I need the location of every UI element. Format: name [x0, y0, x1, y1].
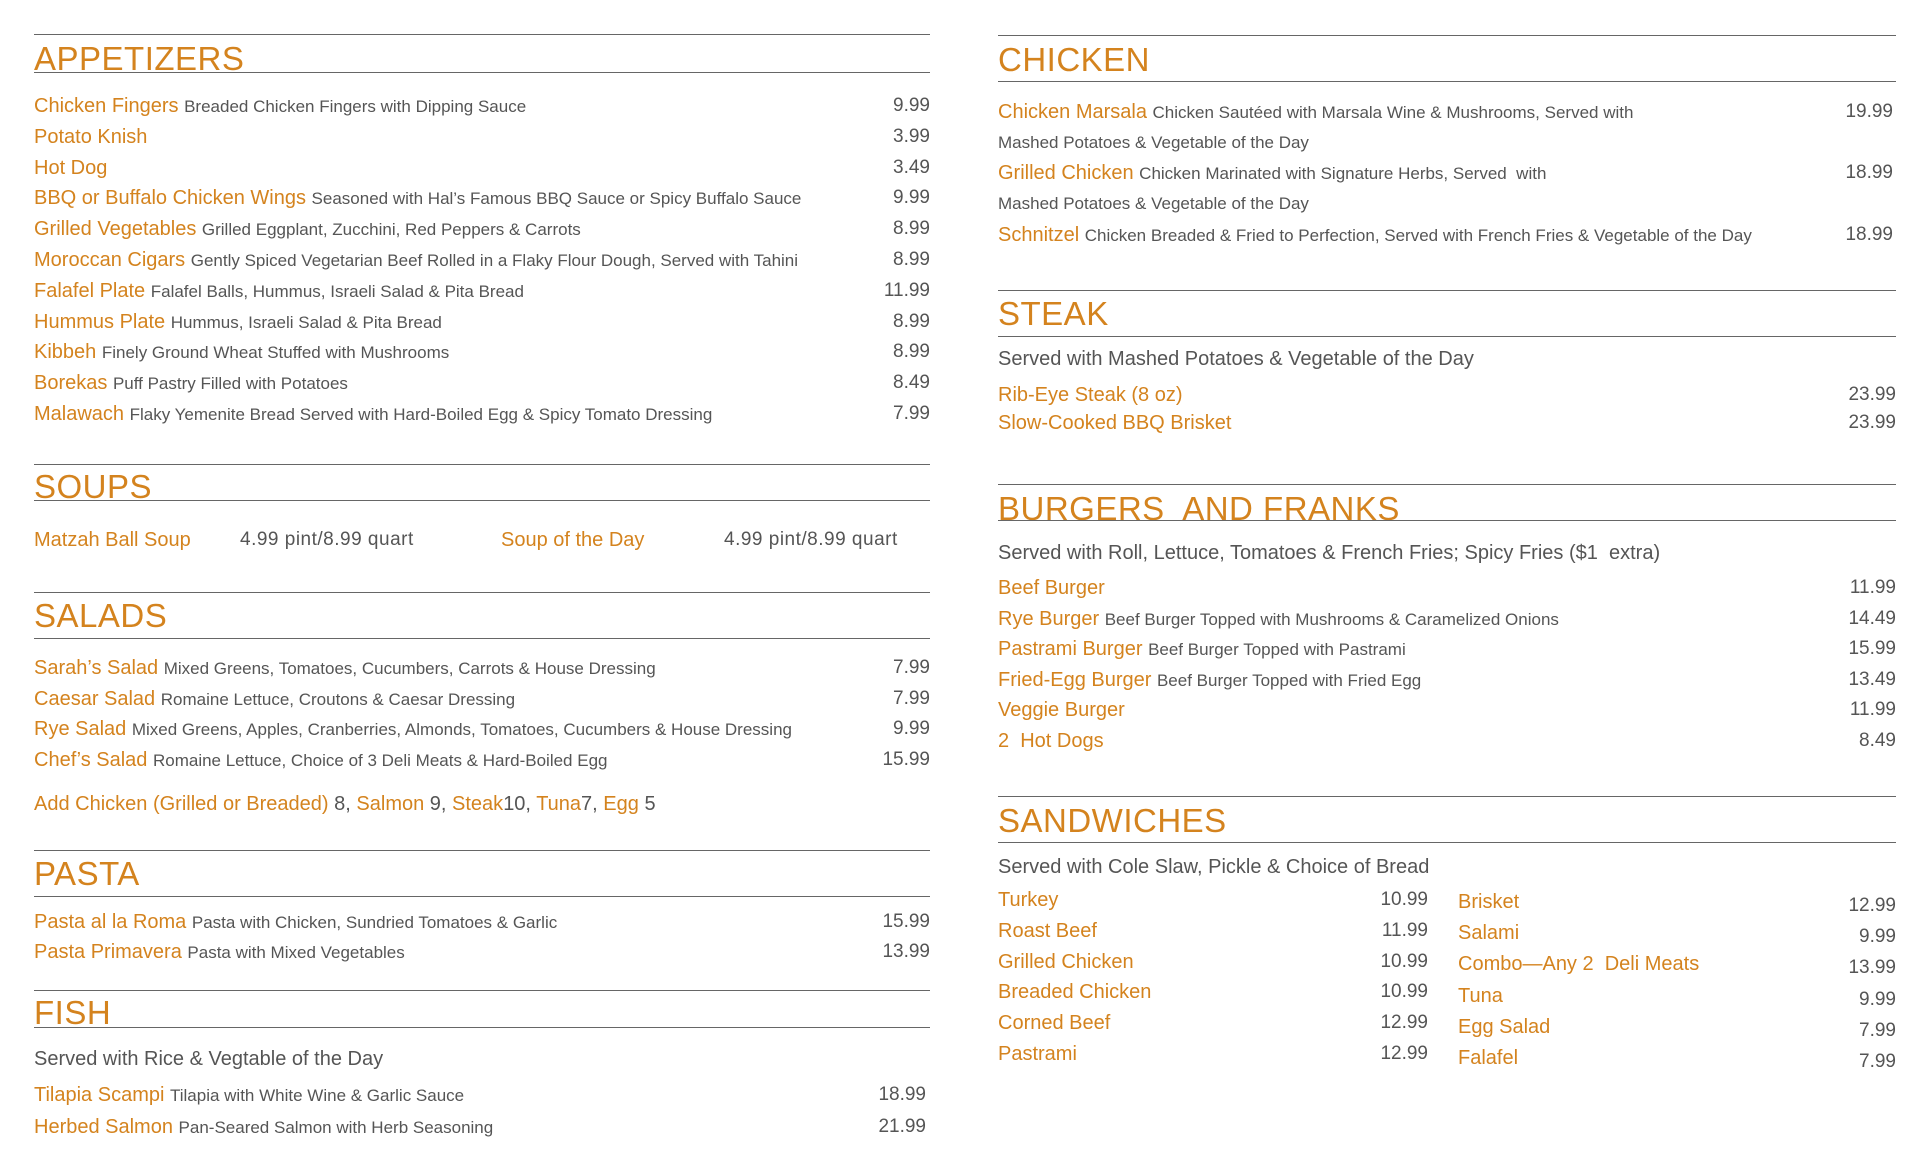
menu-item-price: 23.99 — [1848, 412, 1896, 433]
menu-item-description: Beef Burger Topped with Mushrooms & Caramelized Onions — [1104, 609, 1559, 629]
menu-item-description: Chicken Marinated with Signature Herbs, Served with — [1139, 164, 1547, 183]
menu-item-price: 9.99 — [893, 95, 930, 116]
menu-item-price: 11.99 — [1849, 699, 1896, 720]
menu-item-price: 13.99 — [1848, 957, 1896, 979]
menu-item-name: Roast Beef — [998, 919, 1097, 942]
menu-item-name: Tuna — [1458, 984, 1503, 1007]
menu-item-name: Kibbeh — [34, 341, 97, 364]
salad-addons — [34, 792, 930, 816]
menu-item-name: Hot Dog — [34, 156, 108, 179]
menu-item — [998, 607, 1896, 632]
menu-item-name: Borekas — [34, 372, 108, 395]
menu-item-price: 8.49 — [893, 372, 930, 394]
menu-item — [1458, 984, 1896, 1008]
menu-item-price: 12.99 — [1848, 895, 1896, 916]
addon-price: 10, — [503, 793, 531, 815]
menu-item-price: 18.99 — [878, 1084, 926, 1105]
menu-item-description: Mixed Greens, Tomatoes, Cucumbers, Carrots & House Dressing — [163, 659, 656, 678]
menu-item-price: 7.99 — [893, 403, 930, 424]
menu-item-price: 13.99 — [882, 941, 930, 962]
menu-item-description: Mixed Greens, Apples, Cranberries, Almonds, Tomatoes, Cucumbers & House Dressing — [131, 720, 792, 739]
addon-name: Tuna — [536, 793, 582, 815]
menu-item-price: 9.99 — [893, 187, 930, 209]
menu-item-price: 8.99 — [893, 249, 930, 270]
menu-item — [998, 919, 1428, 943]
menu-item-name: Chef’s Salad — [34, 748, 148, 771]
menu-item-description: Beef Burger Topped with Pastrami — [1148, 640, 1406, 659]
menu-item-price: 3.49 — [893, 156, 930, 178]
menu-item-name: Potato Knish — [34, 125, 148, 148]
menu-item — [34, 279, 930, 304]
menu-item-price: 18.99 — [1845, 224, 1893, 245]
addon-price: 5 — [644, 793, 656, 815]
menu-item-price: 15.99 — [882, 748, 930, 770]
menu-item — [998, 1042, 1428, 1066]
menu-item — [34, 717, 930, 742]
menu-item-price: 4.99 pint/8.99 quart — [724, 529, 898, 550]
menu-item-name: Sarah’s Salad — [34, 657, 159, 679]
menu-item-description-line2: Mashed Potatoes & Vegetable of the Day — [998, 133, 1309, 152]
menu-item — [998, 729, 1896, 754]
menu-item — [998, 97, 1896, 158]
menu-item — [1458, 921, 1896, 948]
menu-item-description: Beef Burger Topped with Fried Egg — [1156, 670, 1422, 690]
menu-item — [998, 158, 1896, 219]
menu-item-name: Rye Burger — [998, 607, 1100, 630]
menu-item-name: Grilled Chicken — [998, 950, 1134, 973]
addon-price: 8, — [334, 793, 351, 815]
menu-item-name: Beef Burger — [998, 577, 1105, 599]
menu-item-description: Tilapia with White Wine & Garlic Sauce — [169, 1086, 465, 1105]
menu-item-name: Caesar Salad — [34, 687, 156, 710]
menu-item-description: Hummus, Israeli Salad & Pita Bread — [170, 312, 442, 332]
menu-item-name: Grilled Vegetables — [34, 218, 197, 241]
menu-item-price: 13.49 — [1848, 668, 1896, 690]
menu-item-name: Matzah Ball Soup — [34, 529, 191, 551]
menu-item-price: 10.99 — [1380, 889, 1428, 910]
menu-item-price: 11.99 — [883, 279, 930, 301]
addon-price: 7, — [581, 793, 598, 815]
menu-item-price: 4.99 pint/8.99 quart — [240, 529, 414, 550]
fish-title: FISH — [34, 994, 112, 1031]
menu-item — [34, 1115, 930, 1140]
menu-item — [34, 371, 930, 396]
menu-item-price: 7.99 — [1859, 1019, 1896, 1041]
steak-note: Served with Mashed Potatoes & Vegetable of the Day — [998, 348, 1474, 370]
menu-item-price: 19.99 — [1845, 101, 1893, 122]
menu-item-description: Gently Spiced Vegetarian Beef Rolled in a Flaky Flour Dough, Served with Tahini — [190, 251, 799, 270]
menu-item-description: Romaine Lettuce, Croutons & Caesar Dressing — [160, 689, 516, 709]
menu-item-price: 10.99 — [1380, 981, 1428, 1003]
menu-item-description: Romaine Lettuce, Choice of 3 Deli Meats & Hard-Boiled Egg — [152, 750, 608, 770]
menu-item-description: Falafel Balls, Hummus, Israeli Salad & Pita Bread — [150, 281, 524, 301]
burgers-title: BURGERS AND FRANKS — [998, 490, 1400, 527]
menu-item-price: 7.99 — [1859, 1051, 1896, 1072]
menu-item — [34, 910, 930, 935]
menu-item-price: 21.99 — [878, 1116, 926, 1137]
menu-item — [998, 980, 1428, 1004]
menu-item — [34, 748, 930, 773]
menu-item — [998, 888, 1428, 912]
sandwiches-note: Served with Cole Slaw, Pickle & Choice of Bread — [998, 856, 1430, 878]
menu-item — [998, 220, 1896, 251]
menu-item-price: 8.49 — [1859, 729, 1896, 751]
addon-name: Salmon — [356, 793, 425, 815]
menu-item — [1458, 1046, 1896, 1070]
menu-item-price: 12.99 — [1380, 1012, 1428, 1034]
menu-item-description: Finely Ground Wheat Stuffed with Mushrooms — [101, 343, 450, 363]
menu-item-price: 12.99 — [1380, 1043, 1428, 1064]
menu-item-name: Pasta al la Roma — [34, 911, 187, 933]
menu-item-name: Pasta Primavera — [34, 941, 182, 963]
menu-item-price: 7.99 — [893, 657, 930, 678]
menu-item-price: 23.99 — [1848, 384, 1896, 405]
menu-item — [998, 950, 1428, 974]
menu-item-name: Combo—Any 2 Deli Meats — [1458, 953, 1700, 976]
menu-item-price: 15.99 — [1848, 638, 1896, 659]
menu-item — [998, 576, 1896, 601]
menu-item-text — [998, 158, 1798, 219]
menu-item-name: Pastrami — [998, 1043, 1077, 1065]
menu-item-price: 11.99 — [1381, 919, 1428, 941]
menu-item-description: Pan-Seared Salmon with Herb Seasoning — [178, 1118, 494, 1137]
menu-item-description: Pasta with Chicken, Sundried Tomatoes & Garlic — [191, 913, 558, 932]
menu-item-name: Tilapia Scampi — [34, 1084, 165, 1106]
menu-item — [34, 248, 930, 273]
menu-item-description-line2: Mashed Potatoes & Vegetable of the Day — [998, 194, 1309, 213]
menu-item — [34, 310, 930, 335]
menu-item-name: Grilled Chicken — [998, 162, 1134, 184]
menu-item-price: 9.99 — [1859, 988, 1896, 1010]
menu-item-description: Puff Pastry Filled with Potatoes — [112, 374, 348, 394]
menu-item — [1458, 1015, 1896, 1039]
menu-item-name: Breaded Chicken — [998, 981, 1152, 1004]
menu-item — [998, 698, 1896, 723]
menu-item — [998, 1011, 1428, 1035]
menu-item — [34, 940, 930, 965]
menu-item — [34, 94, 930, 119]
menu-item-description: Chicken Sautéed with Marsala Wine & Mushrooms, Served with — [1152, 103, 1634, 122]
steak-title: STEAK — [998, 295, 1109, 332]
addon-name: Steak — [452, 793, 504, 815]
fish-note: Served with Rice & Vegtable of the Day — [34, 1048, 384, 1070]
menu-item-name: Soup of the Day — [501, 529, 645, 551]
menu-item-name: 2 Hot Dogs — [998, 729, 1104, 752]
addon-price: 9, — [429, 793, 447, 815]
chicken-title: CHICKEN — [998, 41, 1151, 78]
menu-item-description: Pasta with Mixed Vegetables — [187, 943, 405, 962]
menu-item-price: 10.99 — [1380, 950, 1428, 972]
menu-item — [998, 411, 1896, 435]
menu-item-price: 9.99 — [1859, 926, 1896, 948]
menu-item-price: 11.99 — [1849, 577, 1896, 598]
menu-item-name: Falafel — [1458, 1047, 1519, 1069]
menu-item — [34, 656, 930, 681]
menu-item-price: 8.99 — [893, 341, 930, 363]
menu-item-price: 8.99 — [893, 310, 930, 332]
menu-item-price: 8.99 — [893, 218, 930, 240]
menu-item — [1458, 952, 1896, 979]
menu-item — [34, 1083, 930, 1108]
menu-item-price: 9.99 — [893, 718, 930, 739]
menu-item-name: Pastrami Burger — [998, 638, 1143, 660]
burgers-note: Served with Roll, Lettuce, Tomatoes & French Fries; Spicy Fries ($1 extra) — [998, 542, 1661, 564]
menu-item — [998, 383, 1896, 407]
menu-item-name: Rye Salad — [34, 718, 127, 740]
menu-item-name: Fried-Egg Burger — [998, 668, 1152, 691]
menu-item-description: Grilled Eggplant, Zucchini, Red Peppers & Carrots — [201, 220, 581, 240]
menu-item — [34, 186, 930, 211]
menu-item-name: Rib-Eye Steak (8 oz) — [998, 384, 1183, 406]
menu-item-name: Salami — [1458, 922, 1520, 945]
salads-title: SALADS — [34, 597, 168, 634]
menu-item-name: Chicken Fingers — [34, 95, 179, 117]
menu-item-description: Breaded Chicken Fingers with Dipping Sauce — [184, 97, 527, 116]
menu-item-name: Hummus Plate — [34, 310, 166, 333]
menu-item-price: 18.99 — [1845, 162, 1893, 183]
menu-item-name: Corned Beef — [998, 1012, 1111, 1035]
menu-item-name: Brisket — [1458, 891, 1520, 913]
menu-item-name: Falafel Plate — [34, 279, 146, 302]
menu-item-price: 15.99 — [882, 911, 930, 932]
menu-item-name: Moroccan Cigars — [34, 249, 186, 271]
addon-name: Add Chicken (Grilled or Breaded) — [34, 793, 329, 815]
pasta-title: PASTA — [34, 855, 140, 892]
menu-item-price: 3.99 — [893, 125, 930, 147]
menu-item — [34, 340, 930, 365]
menu-item-text — [998, 97, 1798, 158]
menu-item-text — [998, 220, 1798, 251]
menu-item — [34, 217, 930, 242]
soup-row — [34, 528, 930, 552]
sandwiches-title: SANDWICHES — [998, 802, 1227, 839]
menu-item-name: Slow-Cooked BBQ Brisket — [998, 412, 1232, 434]
menu-item-name: Schnitzel — [998, 224, 1080, 246]
soups-title: SOUPS — [34, 468, 153, 505]
menu-item-name: Chicken Marsala — [998, 101, 1147, 123]
menu-item-name: Turkey — [998, 889, 1059, 911]
appetizers-title: APPETIZERS — [34, 40, 245, 77]
menu-item-name: Egg Salad — [1458, 1015, 1551, 1038]
menu-item-description: Chicken Breaded & Fried to Perfection, Served with French Fries & Vegetable of the Day — [1084, 226, 1752, 245]
menu-item-name: Herbed Salmon — [34, 1116, 173, 1138]
addon-name: Egg — [603, 793, 639, 815]
menu-item — [34, 125, 930, 150]
menu-item — [34, 402, 930, 427]
menu-item-price: 7.99 — [893, 687, 930, 709]
menu-item — [1458, 890, 1896, 914]
menu-item-name: Malawach — [34, 403, 125, 425]
menu-item-name: BBQ or Buffalo Chicken Wings — [34, 187, 306, 210]
menu-item — [998, 637, 1896, 662]
menu-item-price: 14.49 — [1848, 607, 1896, 629]
menu-item — [34, 156, 930, 181]
menu-item — [998, 668, 1896, 693]
menu-item — [34, 687, 930, 712]
menu-item-description: Seasoned with Hal’s Famous BBQ Sauce or Spicy Buffalo Sauce — [311, 189, 802, 209]
menu-item-name: Veggie Burger — [998, 699, 1125, 721]
menu-item-description: Flaky Yemenite Bread Served with Hard-Boiled Egg & Spicy Tomato Dressing — [129, 405, 713, 424]
